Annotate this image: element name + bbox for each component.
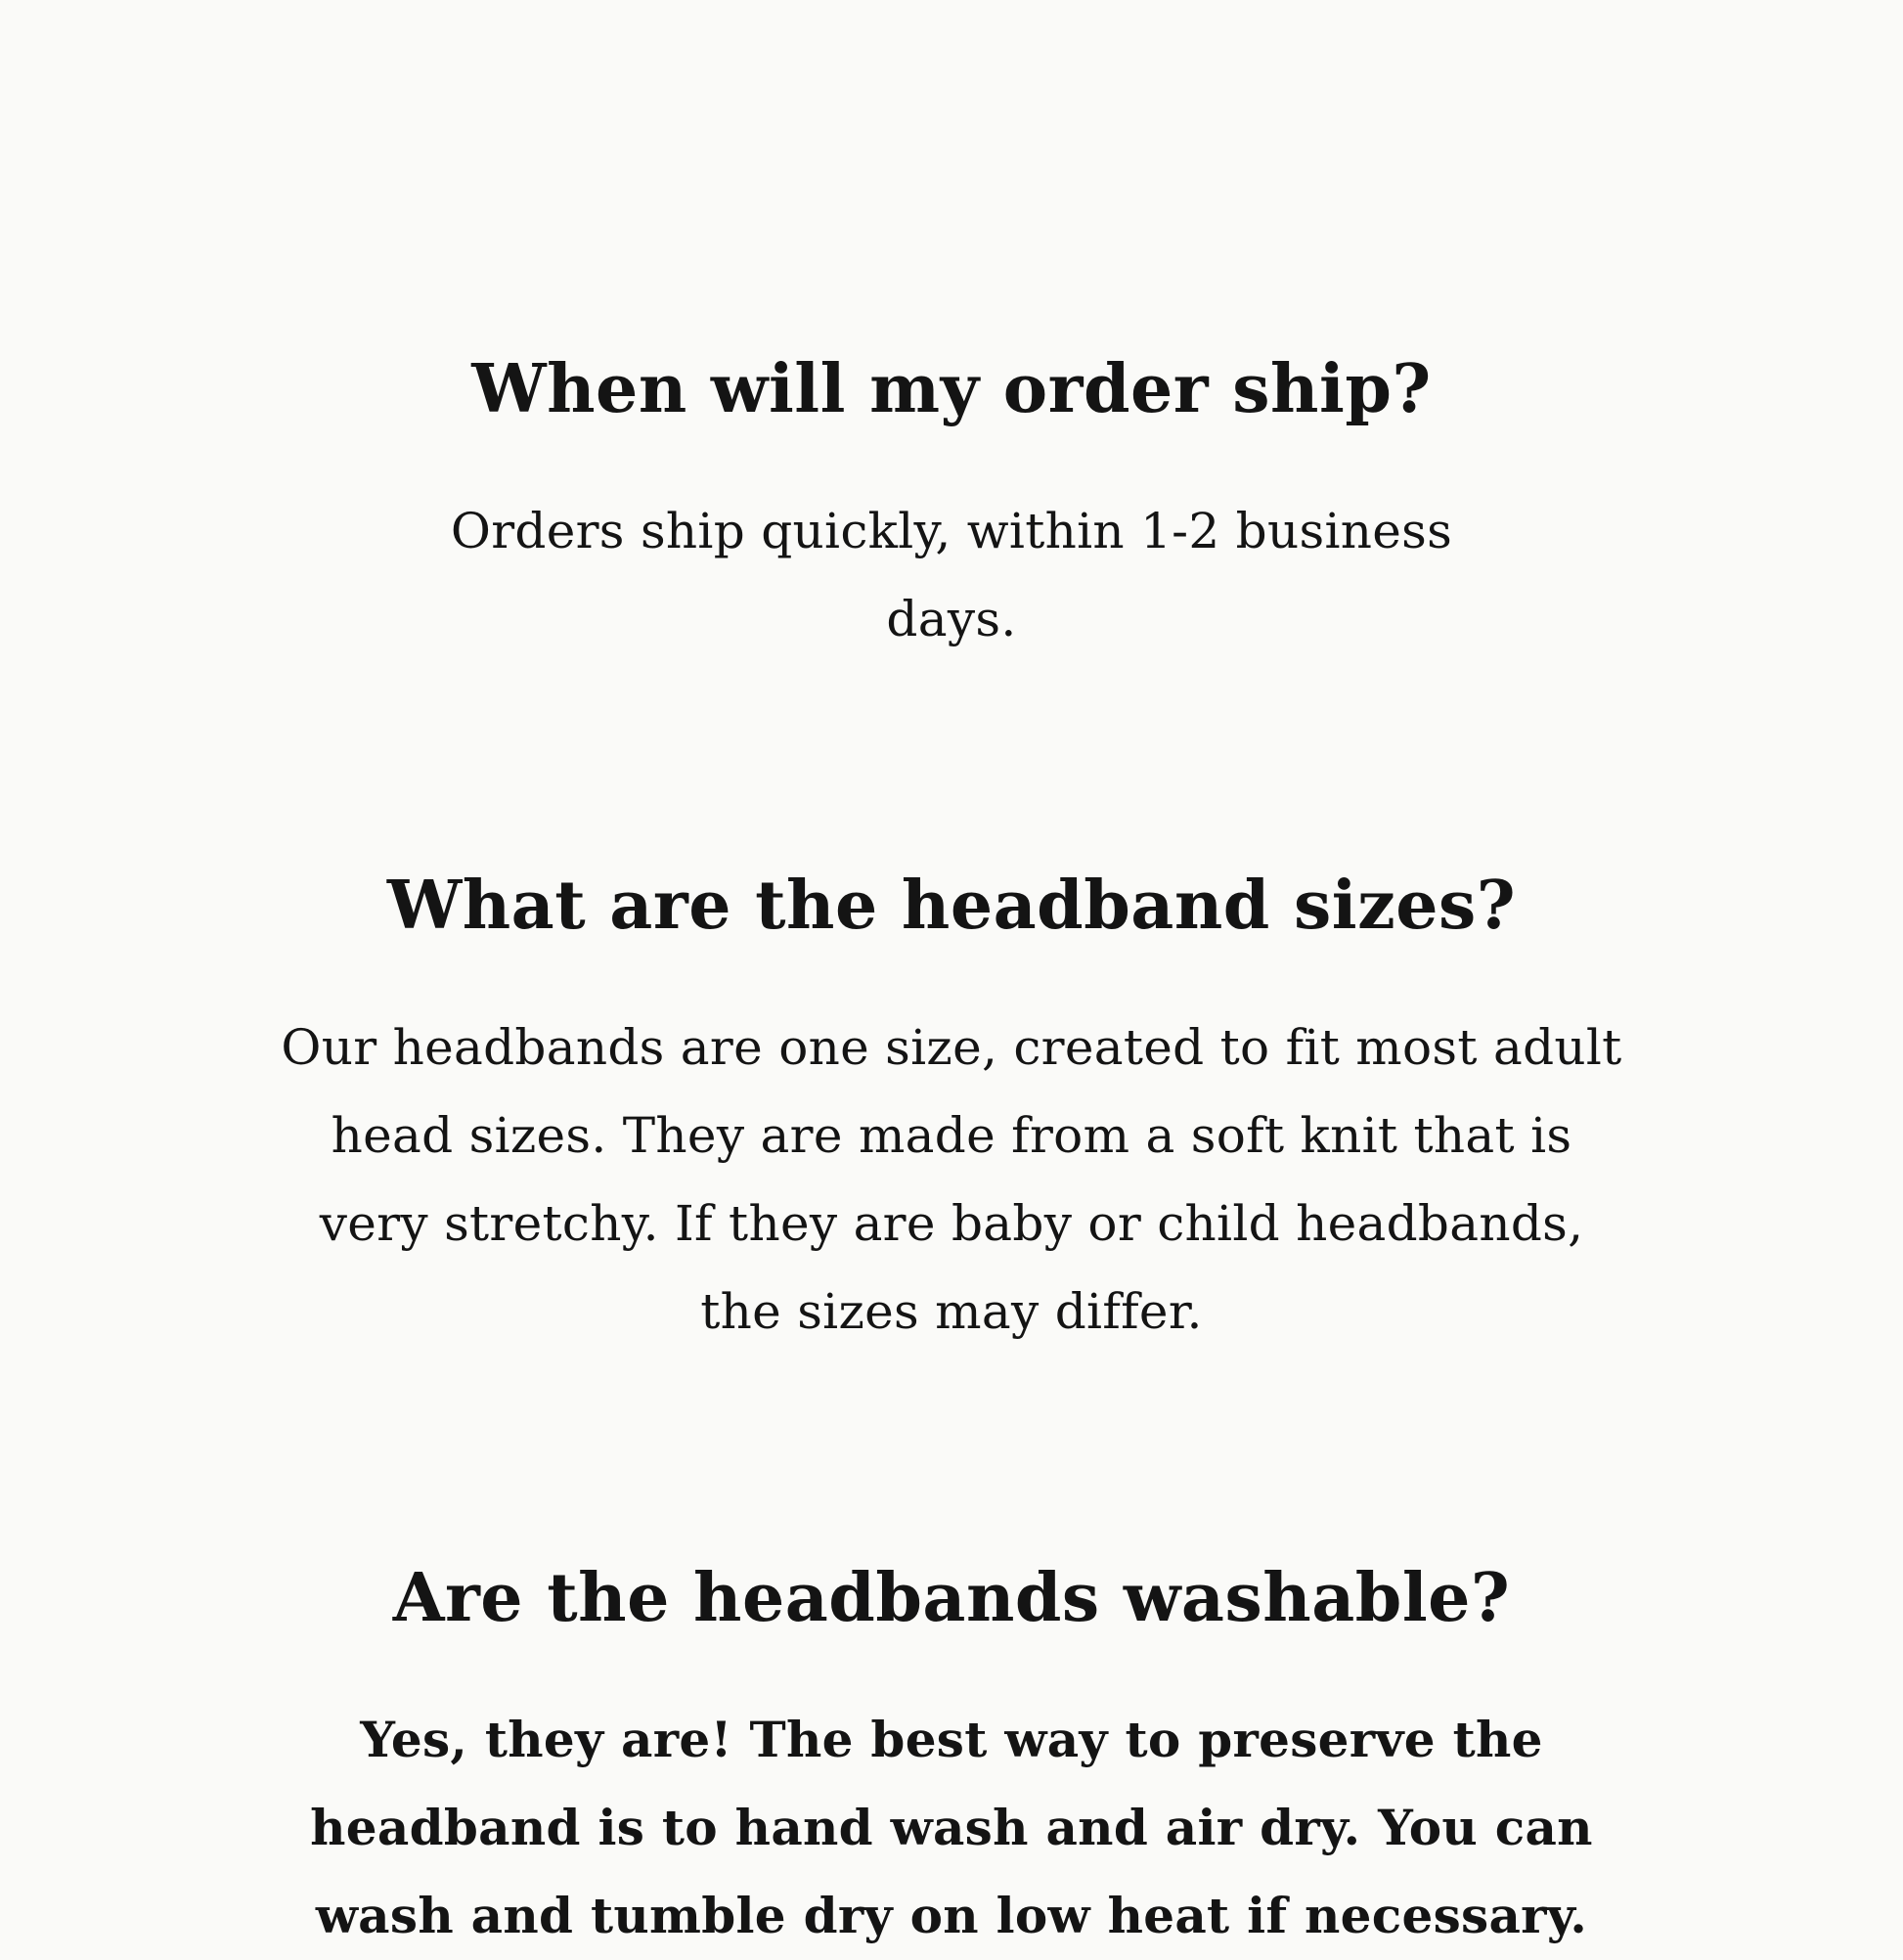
faq-section-washable — [310, 1502, 1593, 1960]
faq-section-shipping — [451, 293, 1452, 663]
faq-answer-line: wash and tumble dry on low heat if necessary. — [315, 1886, 1588, 1944]
faq-answer-line: days. — [886, 590, 1017, 647]
faq-question-washable: Are the headbands washable? — [392, 1559, 1511, 1638]
faq-answer-sizes — [281, 1003, 1621, 1356]
faq-answer-line: Yes, they are! The best way to preserve the — [360, 1710, 1543, 1768]
faq-answer-line: headband is to hand wash and air dry. You can — [310, 1798, 1593, 1856]
faq-answer-line: very stretchy. If they are baby or child headbands, — [319, 1194, 1584, 1252]
faq-answer-washable — [310, 1696, 1593, 1960]
faq-question-sizes: What are the headband sizes? — [386, 867, 1517, 946]
faq-answer-line: the sizes may differ. — [700, 1282, 1203, 1340]
faq-answer-line: Our headbands are one size, created to fit most adult — [281, 1018, 1622, 1076]
faq-answer-line: Orders ship quickly, within 1-2 business — [450, 502, 1453, 559]
faq-answer-line: head sizes. They are made from a soft knit that is — [331, 1106, 1572, 1164]
faq-section-sizes — [281, 810, 1621, 1356]
faq-question-shipping: When will my order ship? — [471, 350, 1432, 429]
faq-answer-shipping — [451, 487, 1452, 663]
